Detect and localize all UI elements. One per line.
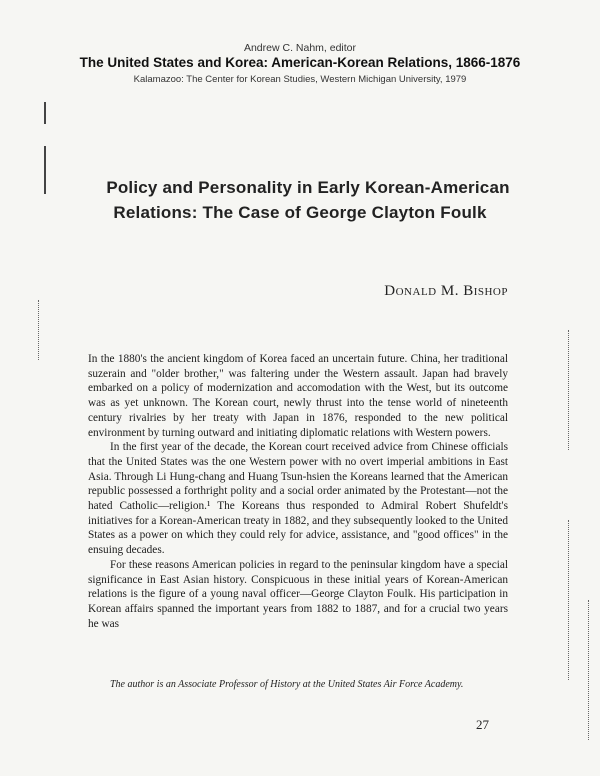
paragraph-2: In the first year of the decade, the Korean court received advice from Chinese officials that the United States was the one Western power with no overt imperial ambitions in East Asia. Through Li Hung-chang and Huang Tsun-hsien the Koreans learned that the American republic possessed a forthright polity and a social order animated by the Protestant—not the hated Catholic—religion.¹ The Koreans thus responded to Admiral Robert Shufeldt's initiatives for a Korean-American treaty in 1882, and they subsequently looked to the United States as a power on which they could rely for advice, assistance, and "good offices" in the ensuing decades. xyxy=(88,441,508,557)
paragraph-3: For these reasons American policies in regard to the peninsular kingdom have a special significance in East Asian history. Conspicuous in these initial years of Korean-American relations is the figure of a young naval officer—George Clayton Foulk. His participation in Korean affairs spanned the important years from 1882 to 1887, and for a crucial two years he was xyxy=(88,558,508,630)
author-footnote: The author is an Associate Professor of History at the United States Air Force Academy. xyxy=(110,679,464,690)
page-number: 27 xyxy=(476,717,489,732)
article-title-line-1: Policy and Personality in Early Korean-American xyxy=(106,178,510,197)
margin-dots-far-right xyxy=(588,600,590,740)
author-name: Donald M. Bishop xyxy=(384,283,508,299)
article-title-line-2: Relations: The Case of George Clayton Foulk xyxy=(113,203,487,222)
book-title: The United States and Korea: American-Korean Relations, 1866-1876 xyxy=(79,55,521,70)
paragraph-1: In the 1880's the ancient kingdom of Korea faced an uncertain future. China, her traditional suzerain and "older brother," was faltering under the Western assault. Japan had bravely embarked on a policy of modernization and accomodation with the West, but its outcome was as yet unknown. The Korean court, newly thrust into the tense world of nineteenth century rivalries by her treaty with Japan in 1876, responded to the new political environment by turning outward and initiating diplomatic relations with Western powers. xyxy=(88,353,508,439)
margin-dots-left xyxy=(38,300,40,360)
publisher-line: Kalamazoo: The Center for Korean Studies, Western Michigan University, 1979 xyxy=(133,74,467,85)
margin-dots-right xyxy=(568,330,570,450)
article-body xyxy=(88,352,508,631)
margin-rule-left xyxy=(44,102,46,124)
margin-dots-right-lower xyxy=(568,520,570,680)
editor-line: Andrew C. Nahm, editor xyxy=(243,42,357,54)
